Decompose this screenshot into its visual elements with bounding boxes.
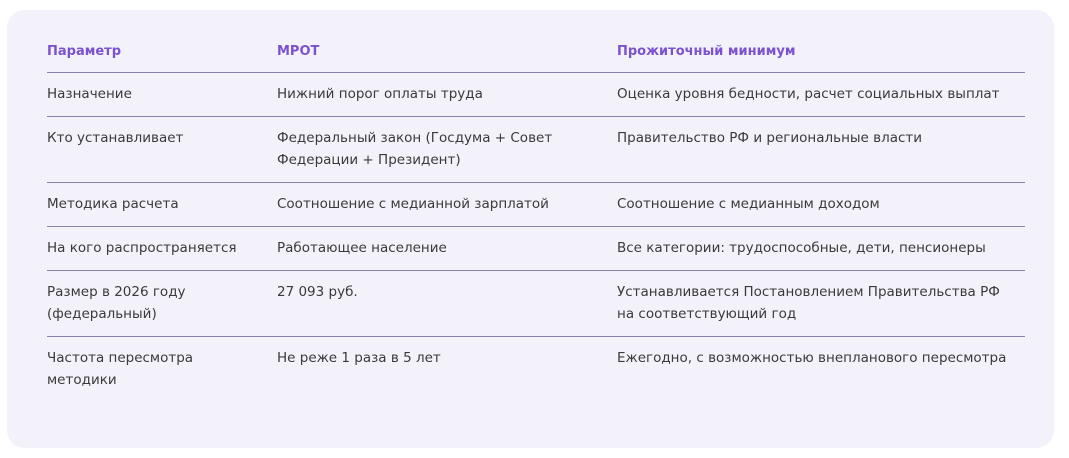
cell-subsistence-minimum: Ежегодно, с возможностью внепланового пересмотра: [617, 350, 1007, 366]
table-row: [47, 73, 1025, 117]
header-parameter: Параметр: [47, 40, 277, 73]
cell-mrot: Не реже 1 раза в 5 лет: [277, 350, 441, 366]
cell-parameter: Частота пересмотра методики: [47, 350, 194, 388]
table-row: [47, 337, 1025, 403]
table-row: [47, 183, 1025, 227]
comparison-table: [47, 40, 1025, 402]
header-subsistence-minimum: Прожиточный минимум: [617, 40, 1025, 73]
header-row: [47, 40, 1025, 73]
cell-subsistence-minimum: Оценка уровня бедности, расчет социальных выплат: [617, 73, 1025, 117]
table-row: [47, 227, 1025, 271]
cell-parameter: Размер в 2026 году (федеральный): [47, 271, 277, 337]
cell-parameter: На кого распространяется: [47, 227, 277, 271]
cell-subsistence-minimum: Правительство РФ и региональные власти: [617, 117, 1025, 183]
cell-parameter: Назначение: [47, 73, 277, 117]
cell-subsistence-minimum: Все категории: трудоспособные, дети, пенсионеры: [617, 227, 1025, 271]
header-mrot: МРОТ: [277, 40, 617, 73]
cell-mrot: Федеральный закон (Госдума + Совет Федерации + Президент): [277, 117, 617, 183]
cell-mrot: Работающее население: [277, 227, 617, 271]
cell-mrot: Соотношение с медианной зарплатой: [277, 183, 617, 227]
cell-subsistence-minimum: Устанавливается Постановлением Правительства РФ на соответствующий год: [617, 271, 1025, 337]
cell-mrot: Нижний порог оплаты труда: [277, 73, 617, 117]
cell-parameter: Методика расчета: [47, 183, 277, 227]
cell-subsistence-minimum: Соотношение с медианным доходом: [617, 183, 1025, 227]
cell-mrot: 27 093 руб.: [277, 271, 617, 337]
table-row: [47, 271, 1025, 337]
table-row: [47, 117, 1025, 183]
cell-parameter: Кто устанавливает: [47, 117, 277, 183]
comparison-card: [7, 10, 1054, 448]
